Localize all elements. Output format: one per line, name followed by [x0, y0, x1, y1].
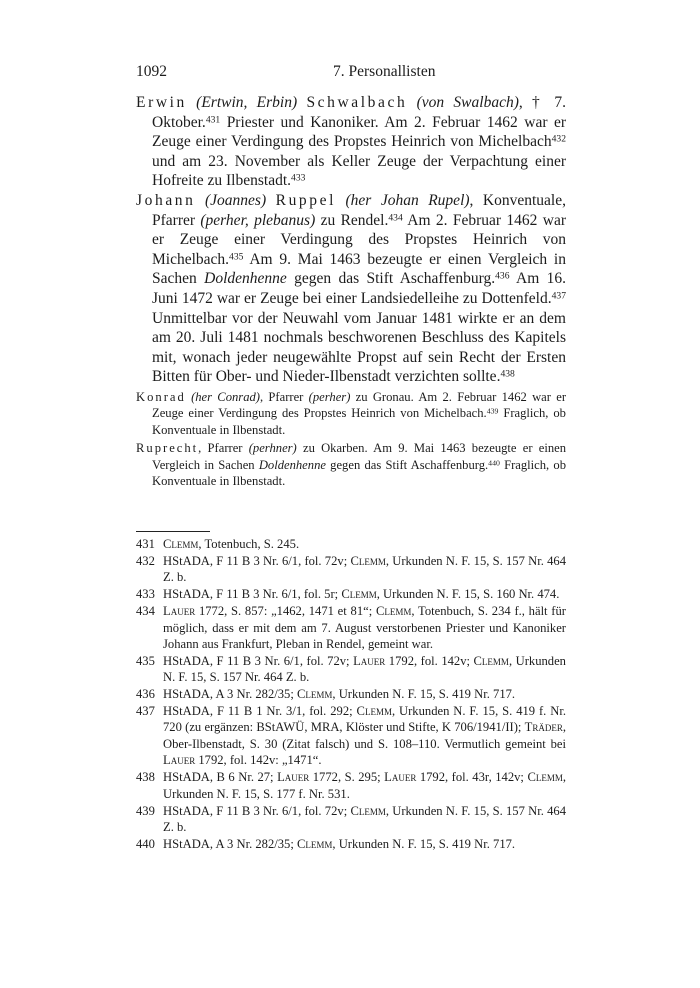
entry-name: Johann — [136, 191, 196, 209]
main-text — [136, 93, 566, 490]
surname-variant: (von Swalbach) — [416, 94, 519, 111]
footnote-439: 439 HStADA, F 11 B 3 Nr. 6/1, fol. 72v; Clemm, Urkunden N. F. 15, S. 157 Nr. 464 Z. b. — [136, 803, 566, 834]
title-variant: (perher, plebanus) — [200, 211, 316, 229]
footnote-435: 435 HStADA, F 11 B 3 Nr. 6/1, fol. 72v; Lauer 1792, fol. 142v; Clemm, Urkunden N. F. 15, S. 157 Nr. 464 Z. b. — [136, 653, 566, 685]
footnotes — [136, 536, 566, 853]
footnote-ref: 434 — [388, 212, 403, 224]
footnote-ref: 436 — [495, 271, 510, 283]
footnote-ref: 432 — [551, 133, 566, 145]
footnote-431: 431 Clemm, Totenbuch, S. 245. — [136, 537, 300, 551]
footnote-number: 434 — [136, 604, 155, 619]
entry-name: Ruprecht — [136, 441, 199, 456]
footnote-number: 437 — [136, 704, 155, 719]
footnote-ref: 438 — [500, 369, 515, 380]
footnote-number: 436 — [136, 687, 155, 702]
entry-surname: Ruppel — [275, 191, 337, 209]
entry-johann: Johann (Joannes) Ruppel (her Johan Rupel), Konventuale, Pfarrer (perher, plebanus) zu Rendel.$^{434}$ Am 2. Februar 1462 war er Zeuge einer Verdingung des Propstes Heinrich von Michelbach.$^{435}$ Am 9. Mai 1463 bezeugte er einen Vergleich in Sachen Doldenhenne gegen das Stift Aschaffenburg.$^{436}$ Am 16. Juni 1472 war er Zeuge bei einer Landsiedelleihe zu Dottenfeld.$^{437}$ Unmittelbar vor der Neuwahl vom Januar 1481 wirkte er an dem am 20. Juli 1481 nochmals beschworenen Beschluss des Kapitels mit, wonach jeder neugewählte Propst auf sein Recht der Ersten Bitten für Ober- und Nieder-Ilbenstadt verzichten sollte.$^{438}$ — [136, 191, 566, 386]
footnote-number: 432 — [136, 553, 155, 568]
footnote-432: 432 HStADA, F 11 B 3 Nr. 6/1, fol. 72v; Clemm, Urkunden N. F. 15, S. 157 Nr. 464 Z. b. — [136, 553, 566, 585]
entry-name: Konrad — [136, 389, 186, 404]
surname-variant: (her Johan Rupel) — [345, 191, 470, 209]
running-title: 7. Personallisten — [333, 63, 436, 80]
case-name: Doldenhenne — [204, 270, 287, 288]
footnote-437: 437 HStADA, F 11 B 1 Nr. 3/1, fol. 292; Clemm, Urkunden N. F. 15, S. 419 f. Nr. 720 (zu ergänzen: BStAWÜ, MRA, Klöster und Stifte, K 706/1941/II); Träder, Ober-Ilbenstadt, S. 30 (Zitat falsch) und S. 108–110. Vermutlich gemeint bei Lauer 1792, fol. 142v: „1471“. — [136, 704, 566, 768]
footnote-433: 433 HStADA, F 11 B 3 Nr. 6/1, fol. 5r; Clemm, Urkunden N. F. 15, S. 160 Nr. 474. — [136, 587, 560, 602]
name-variant: (her Conrad) — [191, 389, 260, 404]
footnote-ref: 435 — [229, 251, 244, 263]
footnote-number: 431 — [136, 537, 155, 551]
case-name: Doldenhenne — [258, 457, 326, 472]
footnote-440: 440 HStADA, A 3 Nr. 282/35; Clemm, Urkunden N. F. 15, S. 419 Nr. 717. — [136, 836, 516, 851]
entry-surname: Schwalbach — [306, 94, 408, 111]
footnote-ref: 440 — [488, 458, 500, 468]
footnote-number: 433 — [136, 587, 155, 602]
footnote-number: 438 — [136, 770, 155, 785]
entry-name: Erwin — [136, 94, 187, 111]
footnote-ref: 433 — [291, 173, 306, 185]
title-variant: (perhner) — [248, 441, 297, 456]
entry-konrad: Konrad (her Conrad), Pfarrer (perher) zu Gronau. Am 2. Februar 1462 war er Zeuge einer Verdingung des Propstes Heinrich von Michelbach.$^{439}$ Fraglich, ob Konventuale in Ilbenstadt. — [136, 389, 567, 437]
name-variants: (Joannes) — [205, 191, 267, 209]
footnote-ref: 431 — [205, 114, 221, 126]
page-number: 1092 — [136, 63, 167, 80]
footnote-ref: 437 — [551, 290, 566, 302]
footnote-number: 435 — [136, 653, 155, 668]
footnote-436: 436 HStADA, A 3 Nr. 282/35; Clemm, Urkunden N. F. 15, S. 419 Nr. 717. — [136, 687, 516, 702]
footnote-438: 438 HStADA, B 6 Nr. 27; Lauer 1772, S. 295; Lauer 1792, fol. 43r, 142v; Clemm, Urkunden N. F. 15, S. 177 f. Nr. 531. — [136, 770, 566, 801]
footnote-number: 440 — [136, 836, 155, 851]
title-variant: (perher) — [308, 389, 351, 404]
footnote-separator — [136, 531, 210, 532]
name-variants: (Ertwin, Erbin) — [196, 94, 298, 111]
entry-ruprecht: Ruprecht, Pfarrer (perhner) zu Okarben. Am 9. Mai 1463 bezeugte er einen Vergleich in Sachen Doldenhenne gegen das Stift Aschaffenburg.$^{440}$ Fraglich, ob Konventuale in Ilbenstadt. — [136, 441, 567, 489]
entry-erwin: Erwin (Ertwin, Erbin) Schwalbach (von Swalbach), † 7. Oktober.$^{431}$ Priester und Kanoniker. Am 2. Februar 1462 war er Zeuge einer Verdingung des Propstes Heinrich von Michelbach$^{432}$ und am 23. November als Keller Zeuge der Verpachtung einer Hofreite zu Ilbenstadt.$^{433}$ — [136, 94, 567, 190]
footnote-number: 439 — [136, 803, 155, 818]
footnote-ref: 439 — [486, 406, 499, 416]
footnote-434: 434 Lauer 1772, S. 857: „1462, 1471 et 81“; Clemm, Totenbuch, S. 234 f., hält für möglich, dass er mit dem am 7. August verstorbenen Priester und Kanoniker Johann aus Frankfurt, Pleban in Rendel, gemeint war. — [136, 604, 566, 651]
